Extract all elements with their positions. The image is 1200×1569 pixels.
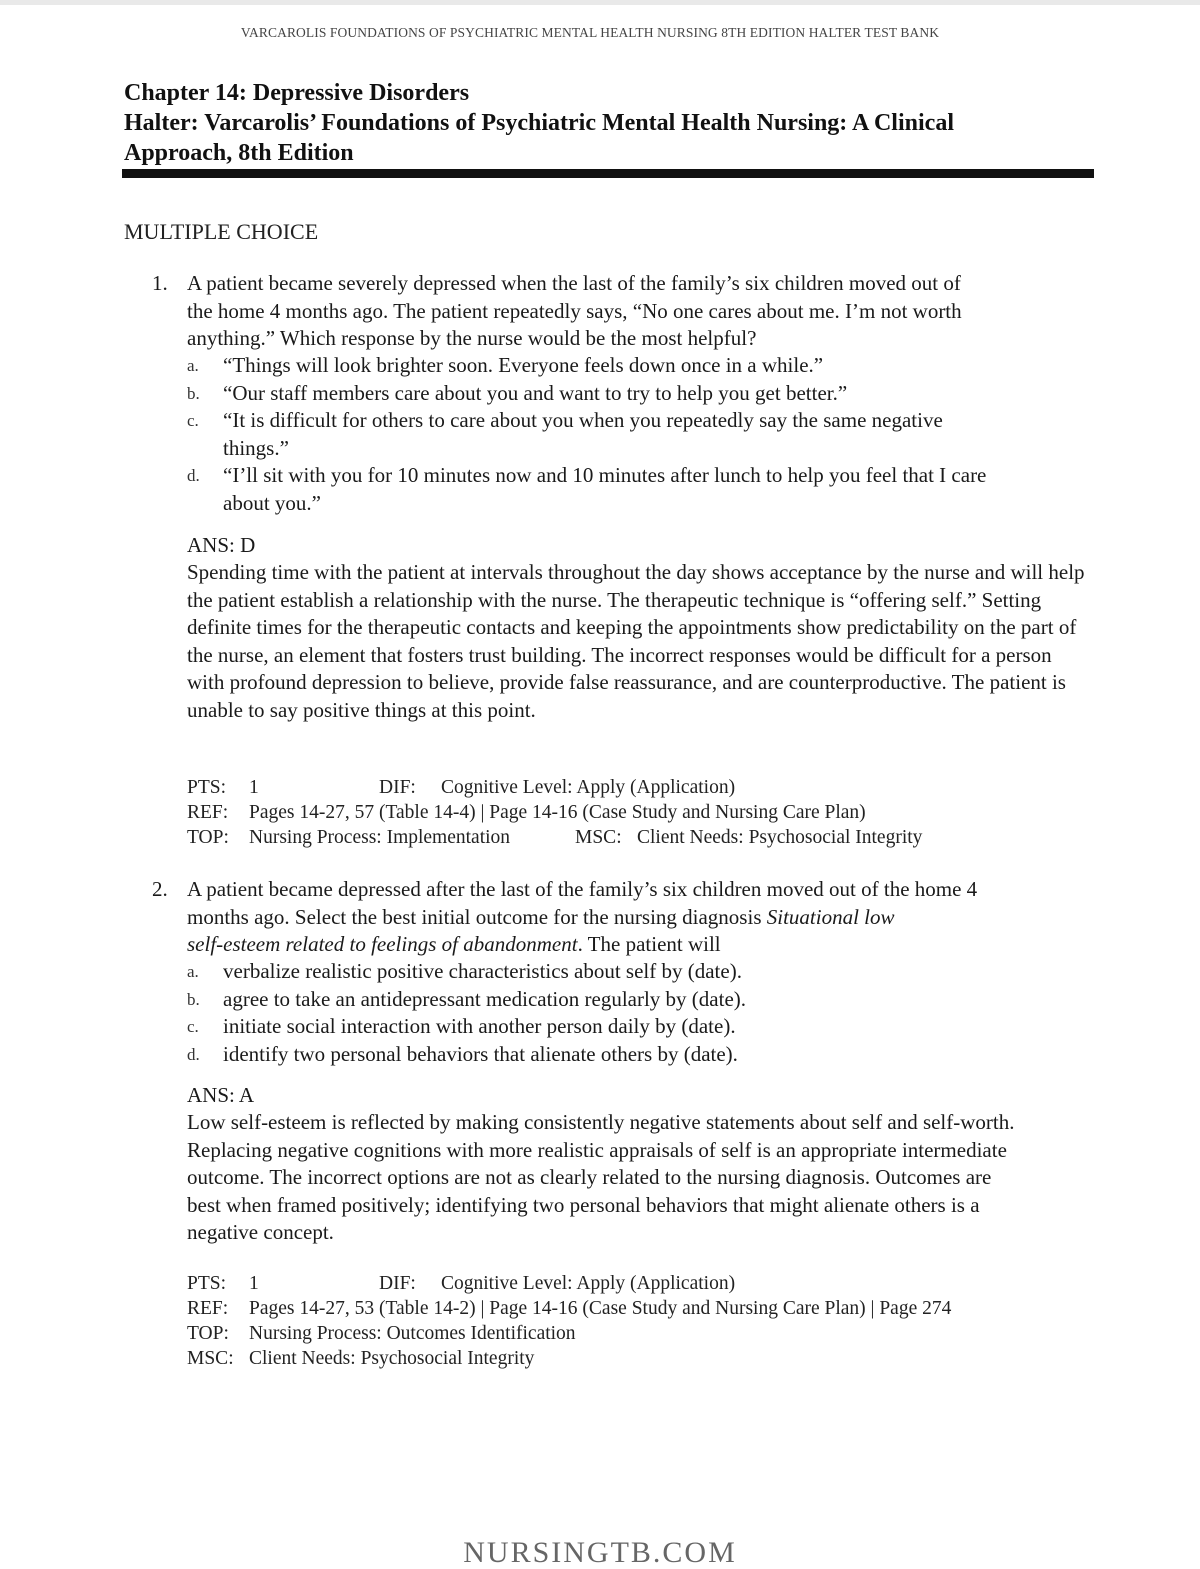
running-header: VARCAROLIS FOUNDATIONS OF PSYCHIATRIC MENTAL HEALTH NURSING 8TH EDITION HALTER TEST BANK	[240, 25, 940, 40]
option-letter: d.	[187, 1044, 200, 1064]
question-number: 1.	[152, 271, 168, 295]
question-stem	[187, 270, 1097, 353]
option-c[interactable]	[187, 1013, 1047, 1041]
pts-label: PTS:	[187, 1273, 227, 1294]
answer-options	[187, 958, 1047, 1068]
heading-rule	[122, 169, 1094, 178]
ref-label: REF:	[187, 802, 229, 823]
book-title-line-2: Approach, 8th Edition	[124, 140, 354, 166]
option-d[interactable]	[187, 1041, 1047, 1069]
option-a[interactable]	[187, 958, 1047, 986]
stem-text: . The patient will	[577, 932, 721, 956]
stem-line: anything.” Which response by the nurse would be the most helpful?	[187, 326, 757, 350]
meta-ref	[187, 800, 866, 826]
stem-line	[187, 904, 1097, 932]
msc-value: Client Needs: Psychosocial Integrity	[249, 1348, 535, 1369]
pts-label: PTS:	[187, 777, 227, 798]
option-letter: c.	[187, 411, 199, 430]
msc-label: MSC:	[187, 1348, 234, 1369]
msc-value: Client Needs: Psychosocial Integrity	[637, 827, 923, 848]
top-label: TOP:	[187, 1323, 229, 1344]
stem-line: A patient became severely depressed when the last of the family’s six children moved out of	[187, 271, 961, 295]
option-letter: d.	[187, 466, 200, 485]
dif-label: DIF:	[379, 1273, 416, 1294]
footer-watermark: NURSINGTB.COM	[463, 1536, 737, 1569]
stem-text: months ago. Select the best initial outcome for the nursing diagnosis	[187, 904, 767, 929]
option-text: verbalize realistic positive characteristics about self by (date).	[223, 959, 742, 983]
option-text: agree to take an antidepressant medication regularly by (date).	[223, 986, 747, 1011]
option-c[interactable]	[187, 407, 1007, 462]
option-text: “Our staff members care about you and want to try to help you get better.”	[223, 380, 848, 405]
dif-value: Cognitive Level: Apply (Application)	[441, 1273, 736, 1294]
option-letter: a.	[187, 962, 199, 981]
option-text: initiate social interaction with another person daily by (date).	[223, 1014, 736, 1038]
msc-label: MSC:	[575, 827, 622, 848]
question-number: 2.	[152, 877, 168, 901]
top-border	[0, 0, 1200, 5]
top-value: Nursing Process: Outcomes Identification	[249, 1323, 576, 1344]
dif-value: Cognitive Level: Apply (Application)	[441, 777, 736, 798]
ref-label: REF:	[187, 1298, 229, 1319]
diagnosis-text: self-esteem related to feelings of abandonment	[187, 932, 578, 956]
dif-label: DIF:	[379, 777, 416, 798]
book-title-line-1: Halter: Varcarolis’ Foundations of Psychiatric Mental Health Nursing: A Clinical	[124, 110, 954, 136]
meta-msc	[187, 1346, 534, 1372]
option-letter: c.	[187, 1017, 199, 1036]
option-letter: a.	[187, 356, 199, 375]
option-a[interactable]	[187, 352, 1007, 380]
ref-value: Pages 14-27, 57 (Table 14-4) | Page 14-16 (Case Study and Nursing Care Plan)	[249, 802, 866, 823]
option-text: “Things will look brighter soon. Everyone feels down once in a while.”	[223, 353, 824, 377]
meta-top-msc	[187, 825, 922, 851]
meta-top	[187, 1321, 576, 1347]
rationale: Spending time with the patient at intervals throughout the day shows acceptance by the nurse and will help the patient establish a relationship with the nurse. The therapeutic technique is “offering self.” Setting definite times for the therapeutic contacts and keeping the appointments show predictability on the part of the nurse, an element that fosters trust building. The incorrect responses would be difficult for a person with profound depression to believe, provide false reassurance, and are counterproductive. The patient is unable to say positive things at this point.	[187, 560, 1085, 722]
option-text: “I’ll sit with you for 10 minutes now and 10 minutes after lunch to help you feel that I care about you.”	[223, 463, 987, 515]
rationale: Low self-esteem is reflected by making consistently negative statements about self and self-worth. Replacing negative cognitions with more realistic appraisals of self is an appropriate intermediate outcome. The incorrect options are not as clearly related to the nursing diagnosis. Outcomes are best when framed positively; identifying two personal behaviors that might alienate others is a negative concept.	[187, 1110, 1015, 1244]
option-b[interactable]	[187, 986, 1047, 1014]
question-stem	[187, 876, 1097, 959]
stem-line	[187, 931, 1097, 959]
diagnosis-text: Situational low	[766, 904, 895, 929]
chapter-heading	[124, 78, 1094, 168]
option-letter: b.	[187, 383, 200, 403]
meta-ref	[187, 1296, 951, 1322]
option-text: identify two personal behaviors that alienate others by (date).	[223, 1041, 738, 1066]
option-text: “It is difficult for others to care about you when you repeatedly say the same negative things.”	[223, 408, 943, 460]
answer-key: ANS: A	[187, 1083, 255, 1107]
chapter-title: Chapter 14: Depressive Disorders	[124, 80, 470, 106]
answer-key: ANS: D	[187, 533, 256, 557]
option-letter: b.	[187, 989, 200, 1009]
top-value: Nursing Process: Implementation	[249, 827, 511, 848]
ref-value: Pages 14-27, 53 (Table 14-2) | Page 14-16 (Case Study and Nursing Care Plan) | Page 274	[249, 1298, 952, 1319]
section-title: MULTIPLE CHOICE	[124, 219, 319, 244]
pts-value: 1	[249, 777, 259, 798]
stem-line: A patient became depressed after the last of the family’s six children moved out of the home 4	[187, 877, 978, 901]
option-b[interactable]	[187, 380, 1007, 408]
stem-line: the home 4 months ago. The patient repeatedly says, “No one cares about me. I’m not worth	[187, 298, 962, 323]
meta-pts-dif	[187, 775, 735, 801]
option-d[interactable]	[187, 462, 1007, 517]
meta-pts-dif	[187, 1271, 735, 1297]
pts-value: 1	[249, 1273, 259, 1294]
top-label: TOP:	[187, 827, 229, 848]
answer-options	[187, 352, 1007, 517]
